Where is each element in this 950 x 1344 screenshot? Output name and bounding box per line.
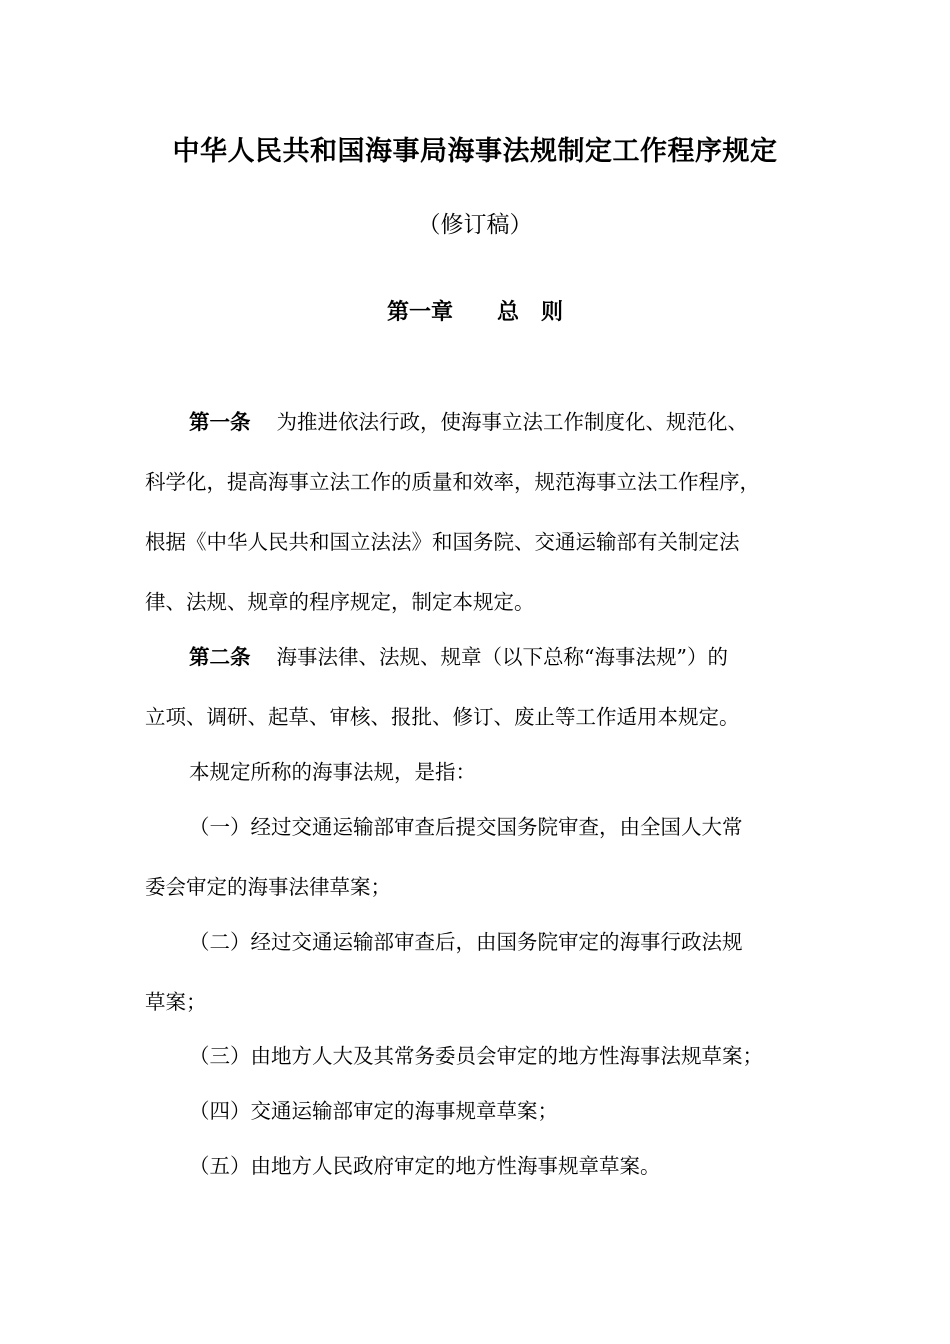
item-4: （四）交通运输部审定的海事规章草案；: [189, 1099, 558, 1123]
item-2-line-2: 草案；: [145, 990, 207, 1014]
item-1-line-2: 委会审定的海事法律草案；: [145, 875, 391, 899]
item-1-line-1: （一）经过交通运输部审查后提交国务院审查，由全国人大常: [189, 815, 743, 839]
article-2-label: 第二条: [189, 645, 251, 669]
document-title: 中华人民共和国海事局海事法规制定工作程序规定: [172, 136, 778, 167]
document-subtitle: （修订稿）: [417, 212, 533, 238]
definition-paragraph: 本规定所称的海事法规，是指：: [189, 760, 476, 784]
article-1-line-3: 根据《中华人民共和国立法法》和国务院、交通运输部有关制定法: [145, 530, 740, 554]
article-1-label: 第一条: [189, 410, 251, 434]
article-2-text: 海事法律、法规、规章（以下总称“海事法规”）的: [276, 645, 728, 669]
article-2-line-2: 立项、调研、起草、审核、报批、修订、废止等工作适用本规定。: [145, 705, 740, 729]
article-1-line-4: 律、法规、规章的程序规定，制定本规定。: [145, 590, 535, 614]
item-2-line-1: （二）经过交通运输部审查后，由国务院审定的海事行政法规: [189, 930, 743, 954]
item-5: （五）由地方人民政府审定的地方性海事规章草案。: [189, 1154, 661, 1178]
article-1-line-2: 科学化，提高海事立法工作的质量和效率，规范海事立法工作程序，: [145, 470, 760, 494]
chapter-title: 第一章 总 则: [386, 300, 563, 325]
article-1-first-line: [189, 407, 869, 437]
article-2-first-line: [189, 642, 869, 672]
article-1-text: 为推进依法行政，使海事立法工作制度化、规范化、: [276, 410, 748, 434]
item-3: （三）由地方人大及其常务委员会审定的地方性海事法规草案；: [189, 1044, 763, 1068]
